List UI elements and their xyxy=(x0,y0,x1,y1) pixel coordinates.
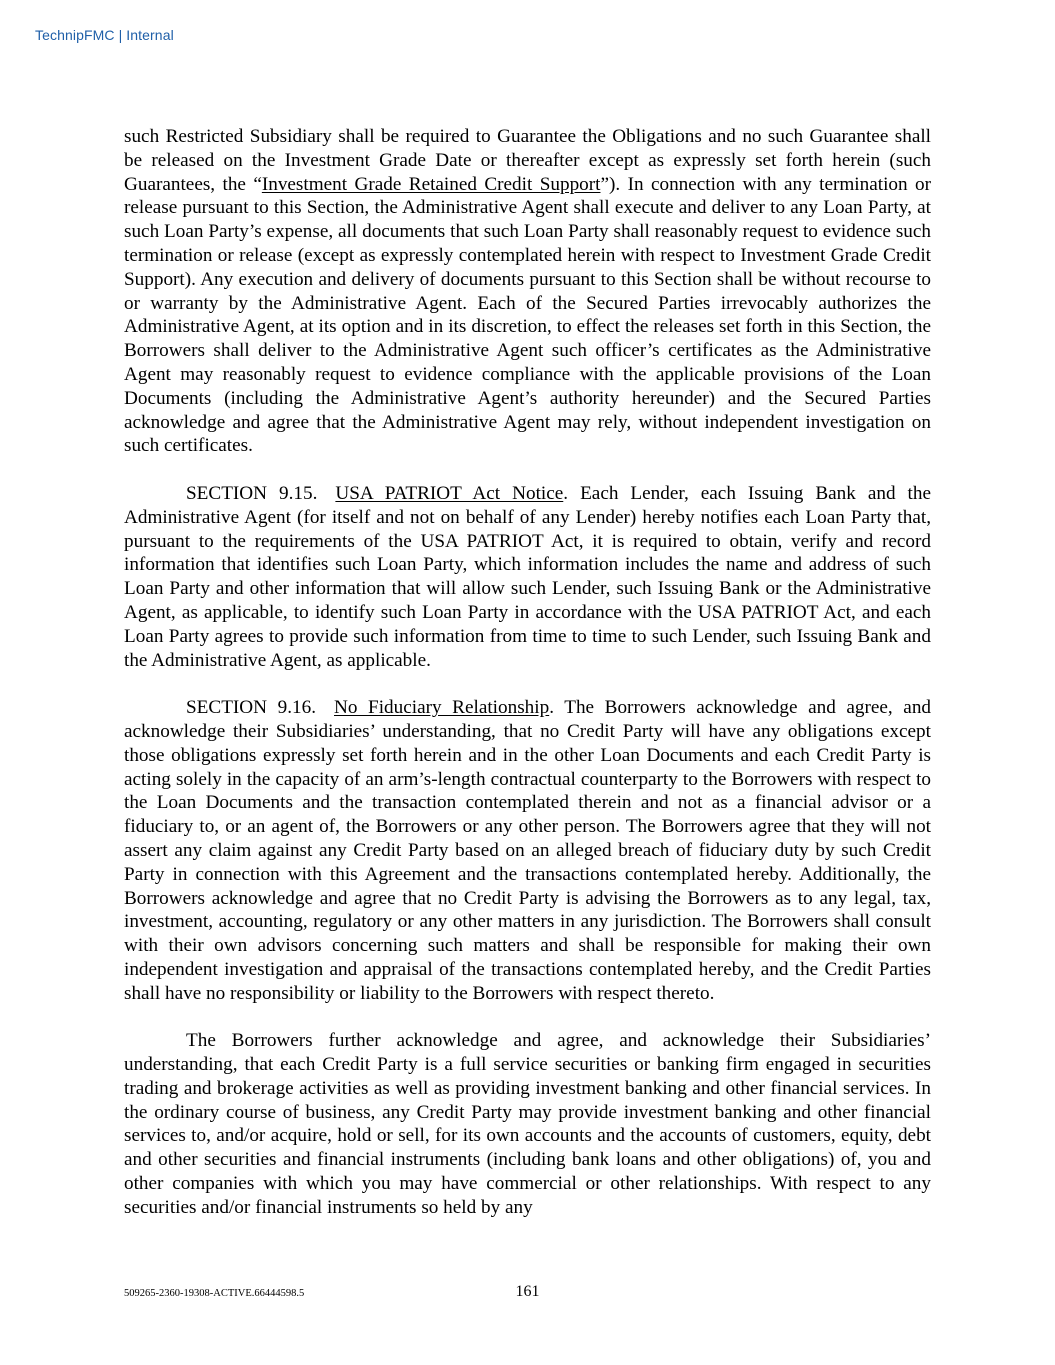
paragraph-further-acknowledgement xyxy=(124,1029,931,1219)
section-heading: No Fiduciary Relationship xyxy=(334,697,550,719)
section-number: SECTION 9.15. xyxy=(186,482,318,504)
section-number: SECTION 9.16. xyxy=(186,697,316,719)
document-id: 509265-2360-19308-ACTIVE.66444598.5 xyxy=(124,1288,305,1299)
paragraph-guarantee-release xyxy=(124,125,931,458)
section-heading: USA PATRIOT Act Notice xyxy=(335,482,564,504)
defined-term: Investment Grade Retained Credit Support xyxy=(261,173,601,195)
section-text: . The Borrowers acknowledge and agree, and acknowledge their Subsidiaries’ understanding, that no Credit Party will have any obligations except those obligations expressly set forth herein and in the other Loan Documents and each Credit Party is acting solely in the capacity of an arm’s-length contractual counterparty to the Borrowers with respect to the Loan Documents and the transaction contemplated therein and not as a financial advisor or a fiduciary to, or an agent of, the Borrowers or any other person. The Borrowers agree that they will not assert any claim against any Credit Party based on an alleged breach of fiduciary duty by such Credit Party in connection with this Agreement and the transactions contemplated hereby. Additionally, the Borrowers acknowledge and agree that no Credit Party is advising the Borrowers as to any legal, tax, investment, accounting, regulatory or any other matters in any jurisdiction. The Borrowers shall consult with their own advisors concerning such matters and shall be responsible for making their own independent investigation and appraisal of the transactions contemplated hereby, and the Credit Parties shall have no responsibility or liability to the Borrowers with respect thereto. xyxy=(124,697,932,1004)
section-9-16 xyxy=(124,696,931,1005)
paragraph-text: such Restricted Subsidiary shall be required to Guarantee the Obligations and no such Guarantee shall be released on the Investment Grade Date or thereafter except as expressly set forth herein (such Guarantees, the “ xyxy=(124,126,931,195)
page-number: 161 xyxy=(515,1283,540,1300)
section-text: . Each Lender, each Issuing Bank and the Administrative Agent (for itself and not on behalf of any Lender) hereby notifies each Loan Party that, pursuant to the requirements of the USA PATRIOT Act, it is required to obtain, verify and record information that identifies such Loan Party, which information includes the name and address of such Loan Party and other information that will allow such Lender, such Issuing Bank or the Administrative Agent, as applicable, to identify such Loan Party in accordance with the USA PATRIOT Act, and each Loan Party agrees to provide such information from time to time to such Lender, such Issuing Bank and the Administrative Agent, as applicable. xyxy=(124,482,931,671)
classification-label: TechnipFMC | Internal xyxy=(35,27,174,43)
section-9-15 xyxy=(124,482,931,672)
document-body xyxy=(124,125,931,1243)
paragraph-text: The Borrowers further acknowledge and agree, and acknowledge their Subsidiaries’ understanding, that each Credit Party is a full service securities or banking firm engaged in securities trading and brokerage activities as well as providing investment banking and other financial services. In the ordinary course of business, any Credit Party may provide investment banking and other financial services to, and/or acquire, hold or sell, for its own accounts and the accounts of customers, equity, debt and other securities and financial instruments (including bank loans and other obligations) of, you and other companies with which you may have commercial or other relationships. With respect to any securities and/or financial instruments so held by any xyxy=(124,1030,931,1218)
paragraph-text: ”). In connection with any termination or release pursuant to this Section, the Administrative Agent shall execute and deliver to any Loan Party, at such Loan Party’s expense, all documents that such Loan Party shall reasonably request to evidence such termination or release (except as expressly contemplated herein with respect to Investment Grade Credit Support). Any execution and delivery of documents pursuant to this Section shall be without recourse to or warranty by the Administrative Agent. Each of the Secured Parties irrevocably authorizes the Administrative Agent, at its option and in its discretion, to effect the releases set forth in this Section, the Borrowers shall deliver to the Administrative Agent such officer’s certificates as the Administrative Agent may reasonably request to evidence compliance with the applicable provisions of the Loan Documents (including the Administrative Agent’s authority hereunder) and the Secured Parties acknowledge and agree that the Administrative Agent may rely, without independent investigation on such certificates. xyxy=(124,173,931,457)
